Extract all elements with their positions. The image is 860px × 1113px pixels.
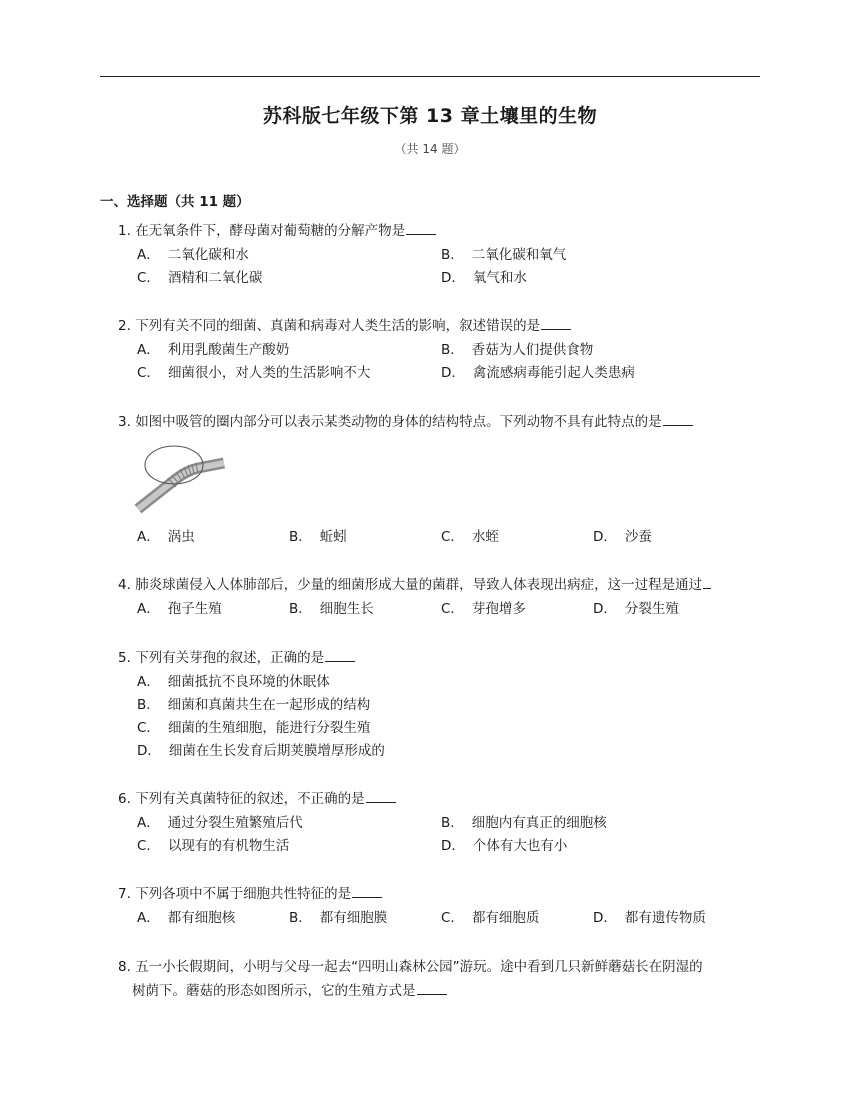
option-b: B． 香菇为人们提供食物 (441, 342, 594, 358)
answer-blank (366, 790, 396, 803)
question-stem: 下列有关不同的细菌、真菌和病毒对人类生活的影响，叙述错误的是 (135, 318, 541, 334)
option-d: D． 禽流感病毒能引起人类患病 (441, 365, 635, 381)
question-stem: 下列有关真菌特征的叙述，不正确的是 (135, 791, 365, 807)
option-c: C． 酒精和二氧化碳 (137, 270, 263, 286)
option-a: A． 细菌抵抗不良环境的休眠体 (137, 674, 330, 690)
question-number: 3. (118, 414, 131, 430)
question-3 (118, 413, 693, 431)
answer-blank (406, 222, 436, 235)
question-4 (118, 576, 711, 594)
question-5 (118, 649, 355, 667)
top-divider (100, 76, 760, 77)
option-a: A． 涡虫 (137, 529, 195, 545)
answer-blank (663, 413, 693, 426)
option-b: B． 都有细胞膜 (289, 910, 388, 926)
option-c: C． 细菌很小，对人类的生活影响不大 (137, 365, 371, 381)
question-number: 4. (118, 577, 131, 593)
option-b: B． 二氧化碳和氧气 (441, 247, 567, 263)
option-a: A． 通过分裂生殖繁殖后代 (137, 815, 303, 831)
question-number: 6. (118, 791, 131, 807)
question-count: （共 14 题） (394, 142, 466, 156)
question-stem: 下列各项中不属于细胞共性特征的是 (135, 886, 352, 902)
question-number: 2. (118, 318, 131, 334)
option-a: A． 都有细胞核 (137, 910, 236, 926)
option-b: B． 细菌和真菌共生在一起形成的结构 (137, 697, 371, 713)
answer-blank (541, 317, 571, 330)
option-c: C． 都有细胞质 (441, 910, 540, 926)
question-1 (118, 222, 436, 240)
question-6 (118, 790, 396, 808)
option-d: D． 沙蚕 (593, 529, 652, 545)
answer-blank (703, 576, 711, 589)
option-d: D． 分裂生殖 (593, 601, 679, 617)
option-b: B． 蚯蚓 (289, 529, 347, 545)
question-number: 8. (118, 959, 131, 975)
question-7 (118, 885, 382, 903)
option-b: B． 细胞生长 (289, 601, 374, 617)
option-c: C． 水蛭 (441, 529, 499, 545)
document-title: 苏科版七年级下第 13 章土壤里的生物 (262, 105, 598, 127)
question-stem: 下列有关芽孢的叙述，正确的是 (135, 650, 325, 666)
question-number: 1. (118, 223, 131, 239)
option-d: D． 都有遗传物质 (593, 910, 706, 926)
question-8-continuation (132, 982, 447, 1000)
question-stem: 五一小长假期间，小明与父母一起去“四明山森林公园”游玩。途中看到几只新鲜蘑菇长在阴湿的 (135, 959, 703, 975)
question-stem: 在无氧条件下，酵母菌对葡萄糖的分解产物是 (135, 223, 406, 239)
option-a: A． 孢子生殖 (137, 601, 222, 617)
question-number: 5. (118, 650, 131, 666)
option-d: D． 细菌在生长发育后期荚膜增厚形成的 (137, 743, 385, 759)
option-c: C． 细菌的生殖细胞，能进行分裂生殖 (137, 720, 371, 736)
answer-blank (325, 649, 355, 662)
option-a: A． 二氧化碳和水 (137, 247, 249, 263)
question-stem: 肺炎球菌侵入人体肺部后，少量的细菌形成大量的菌群，导致人体表现出病症，这一过程是通过 (135, 577, 703, 593)
option-c: C． 芽孢增多 (441, 601, 526, 617)
question-number: 7. (118, 886, 131, 902)
section-heading: 一、选择题（共 11 题） (100, 194, 250, 210)
straw-figure (132, 441, 228, 515)
option-a: A． 利用乳酸菌生产酸奶 (137, 342, 290, 358)
option-c: C． 以现有的有机物生活 (137, 838, 290, 854)
question-8 (118, 958, 703, 976)
option-d: D． 氧气和水 (441, 270, 527, 286)
question-stem-line2: 树荫下。蘑菇的形态如图所示，它的生殖方式是 (132, 983, 416, 999)
question-stem: 如图中吸管的圈内部分可以表示某类动物的身体的结构特点。下列动物不具有此特点的是 (135, 414, 662, 430)
question-2 (118, 317, 571, 335)
option-b: B． 细胞内有真正的细胞核 (441, 815, 607, 831)
answer-blank (417, 982, 447, 995)
option-d: D． 个体有大也有小 (441, 838, 568, 854)
answer-blank (352, 885, 382, 898)
